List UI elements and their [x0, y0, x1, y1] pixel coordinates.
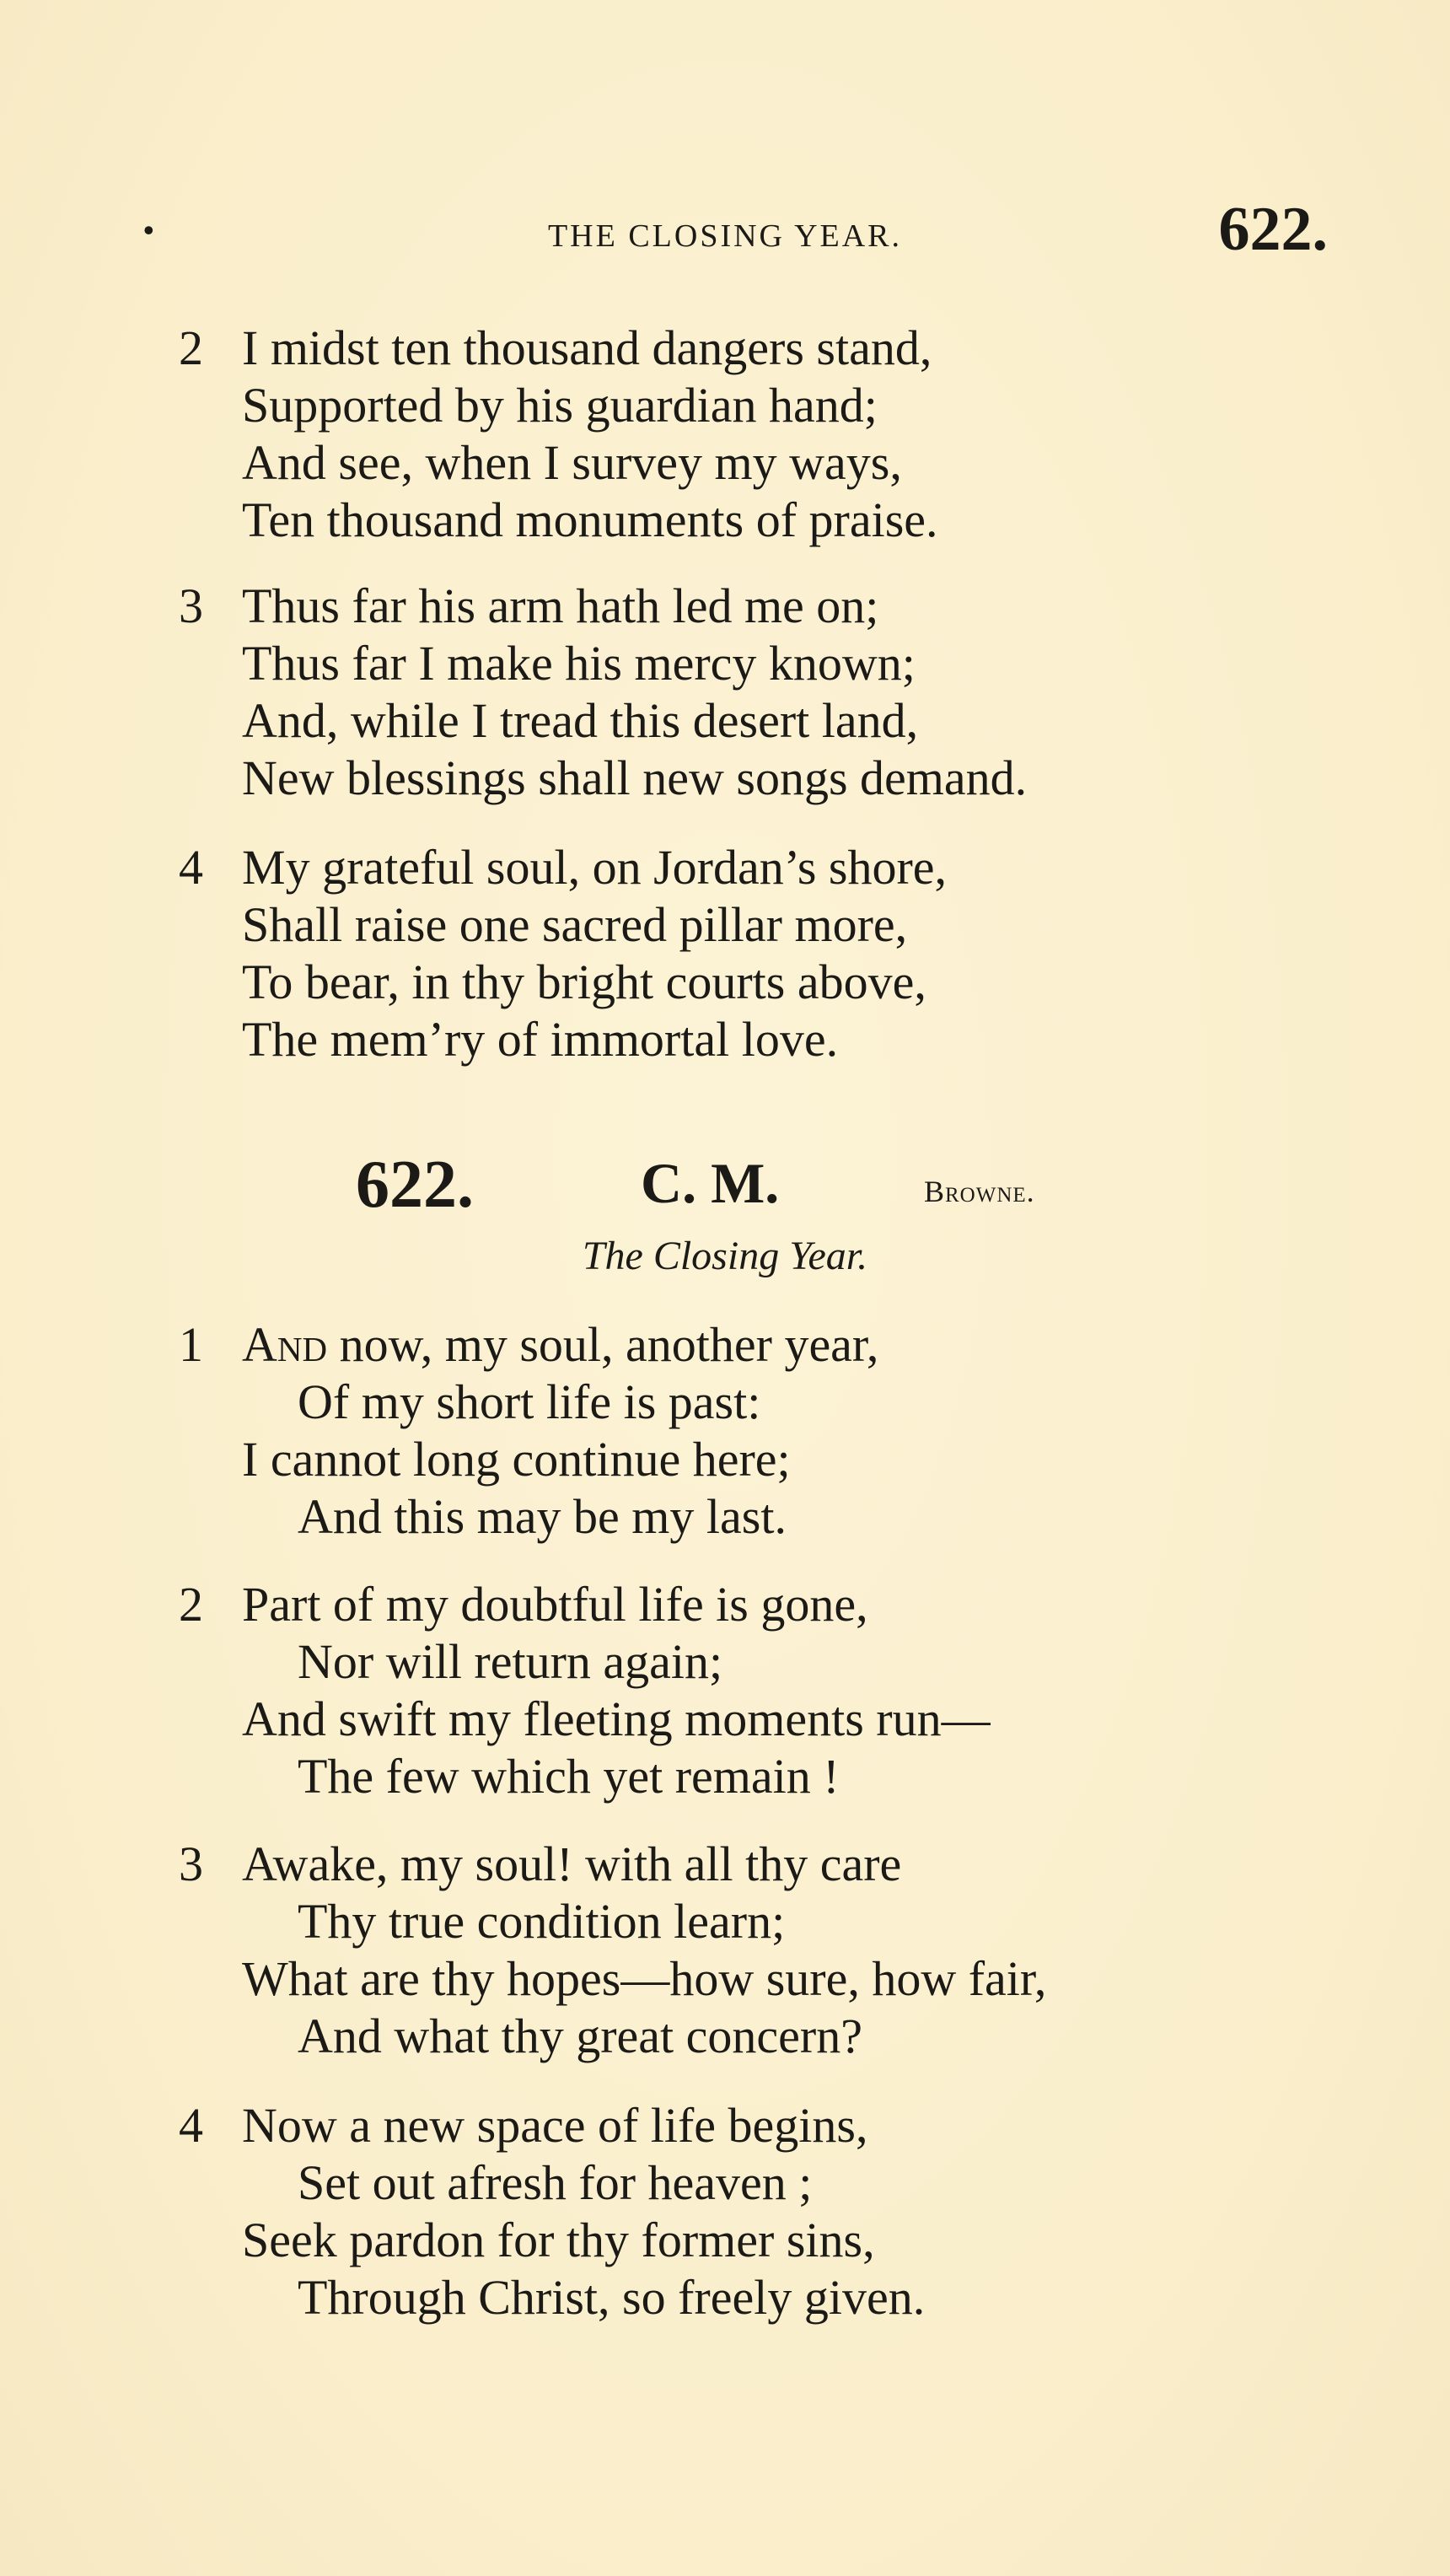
hymn-number: 622. [356, 1148, 474, 1222]
stanza-number: 4 [179, 2098, 203, 2153]
verse-line: To bear, in thy bright courts above, [242, 955, 926, 1009]
verse-line: Thy true condition learn; [298, 1894, 786, 1949]
verse-line: Now a new space of life begins, [242, 2098, 868, 2153]
stanza-number: 3 [179, 578, 203, 633]
verse-line: What are thy hopes—how sure, how fair, [242, 1951, 1047, 2006]
verse-line: Set out afresh for heaven ; [298, 2155, 813, 2210]
verse-line: Through Christ, so freely given. [298, 2270, 926, 2325]
verse-line [242, 1317, 879, 1372]
verse-line: Thus far I make his mercy known; [242, 636, 916, 691]
verse-line: The few which yet remain ! [298, 1749, 840, 1804]
margin-mark: • [143, 213, 154, 247]
verse-line: I midst ten thousand dangers stand, [242, 320, 932, 375]
verse-line: And see, when I survey my ways, [242, 435, 902, 490]
stanza-number: 1 [179, 1317, 203, 1372]
hymn-meter: C. M. [641, 1151, 780, 1215]
verse-line: And, while I tread this desert land, [242, 693, 919, 748]
verse-line: And what thy great concern? [298, 2009, 862, 2063]
verse-line: Nor will return again; [298, 1634, 723, 1689]
stanza-number: 2 [179, 320, 203, 375]
verse-line: I cannot long continue here; [242, 1432, 791, 1487]
stanza-number: 4 [179, 840, 203, 895]
verse-line: Part of my doubtful life is gone, [242, 1577, 868, 1632]
first-word: And [242, 1317, 328, 1372]
verse-line: Of my short life is past: [298, 1374, 761, 1429]
verse-line: And this may be my last. [298, 1489, 787, 1544]
hymn-author: Browne. [924, 1175, 1035, 1208]
verse-line: Thus far his arm hath led me on; [242, 578, 879, 633]
verse-line: And swift my fleeting moments run— [242, 1691, 991, 1746]
stanza-number: 2 [179, 1577, 203, 1632]
page-number: 622. [1218, 195, 1328, 264]
stanza-number: 3 [179, 1837, 203, 1891]
hymn-title: The Closing Year. [582, 1234, 868, 1278]
verse-line: Shall raise one sacred pillar more, [242, 897, 908, 952]
verse-line: My grateful soul, on Jordan’s shore, [242, 840, 948, 895]
verse-line: Awake, my soul! with all thy care [242, 1837, 902, 1891]
running-head: THE CLOSING YEAR. [547, 218, 903, 254]
verse-line: Ten thousand monuments of praise. [242, 492, 938, 547]
verse-line-rest: now, my soul, another year, [327, 1317, 879, 1372]
verse-line: The mem’ry of immortal love. [242, 1012, 839, 1067]
verse-line: Supported by his guardian hand; [242, 378, 878, 433]
verse-line: New blessings shall new songs demand. [242, 750, 1028, 805]
verse-line: Seek pardon for thy former sins, [242, 2213, 875, 2267]
